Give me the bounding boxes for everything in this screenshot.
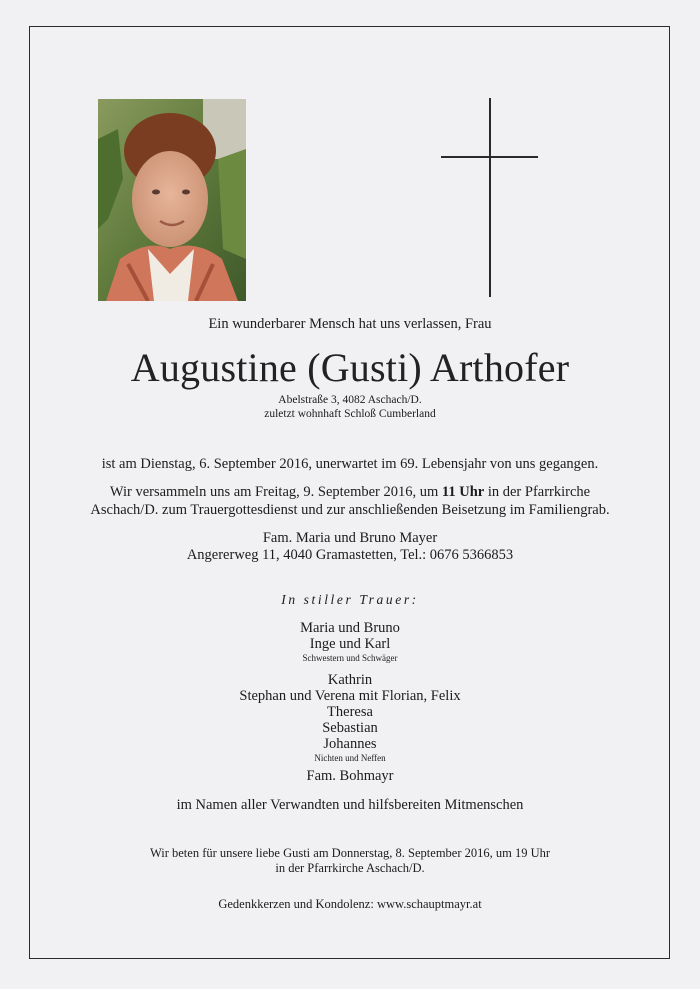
- intro-text: Ein wunderbarer Mensch hat uns verlassen, Frau: [208, 316, 492, 332]
- siblings-label: Schwestern und Schwäger: [302, 653, 398, 663]
- death-notice: ist am Dienstag, 6. September 2016, unerwartet im 69. Lebensjahr von uns gegangen.: [101, 456, 599, 472]
- portrait-photo: [98, 99, 246, 301]
- mourner-other-family: Fam. Bohmayr: [306, 768, 394, 784]
- mourner-nieces-3: Theresa: [327, 704, 373, 720]
- mourner-nieces-4: Sebastian: [322, 720, 378, 736]
- service-line-1: [30, 484, 670, 501]
- mourner-nieces-5: Johannes: [323, 736, 377, 752]
- mourner-nieces-2: Stephan und Verena mit Florian, Felix: [239, 688, 461, 704]
- mourner-siblings-2: Inge und Karl: [309, 636, 391, 652]
- cross-symbol-horizontal: [441, 156, 538, 158]
- mourner-siblings-1: Maria und Bruno: [300, 620, 400, 636]
- deceased-name: Augustine (Gusti) Arthofer: [130, 345, 570, 390]
- prayer-line-2: in der Pfarrkirche Aschach/D.: [275, 861, 425, 875]
- mourner-nieces-1: Kathrin: [327, 672, 373, 688]
- service-line-2: Aschach/D. zum Trauergottesdienst und zur anschließenden Beisetzung im Familiengrab.: [90, 502, 610, 518]
- contact-names: Fam. Maria und Bruno Mayer: [262, 530, 438, 546]
- on-behalf-text: im Namen aller Verwandten und hilfsbereiten Mitmenschen: [176, 797, 524, 813]
- condolence-link[interactable]: Gedenkkerzen und Kondolenz: www.schauptmayr.at: [218, 897, 482, 911]
- address-line: Abelstraße 3, 4082 Aschach/D.: [278, 394, 422, 406]
- contact-address: Angererweg 11, 4040 Gramastetten, Tel.: 0676 5366853: [186, 547, 514, 563]
- service-text-2: in der Pfarrkirche: [484, 484, 591, 500]
- last-residence: zuletzt wohnhaft Schloß Cumberland: [264, 408, 436, 420]
- mourning-heading: In stiller Trauer:: [281, 592, 419, 607]
- service-text-1: Wir versammeln uns am Freitag, 9. September 2016, um: [109, 484, 442, 500]
- prayer-line-1: Wir beten für unsere liebe Gusti am Donnerstag, 8. September 2016, um 19 Uhr: [149, 846, 551, 860]
- nieces-label: Nichten und Neffen: [314, 753, 386, 763]
- cross-symbol-vertical: [489, 98, 491, 297]
- service-time: 11 Uhr: [441, 484, 485, 500]
